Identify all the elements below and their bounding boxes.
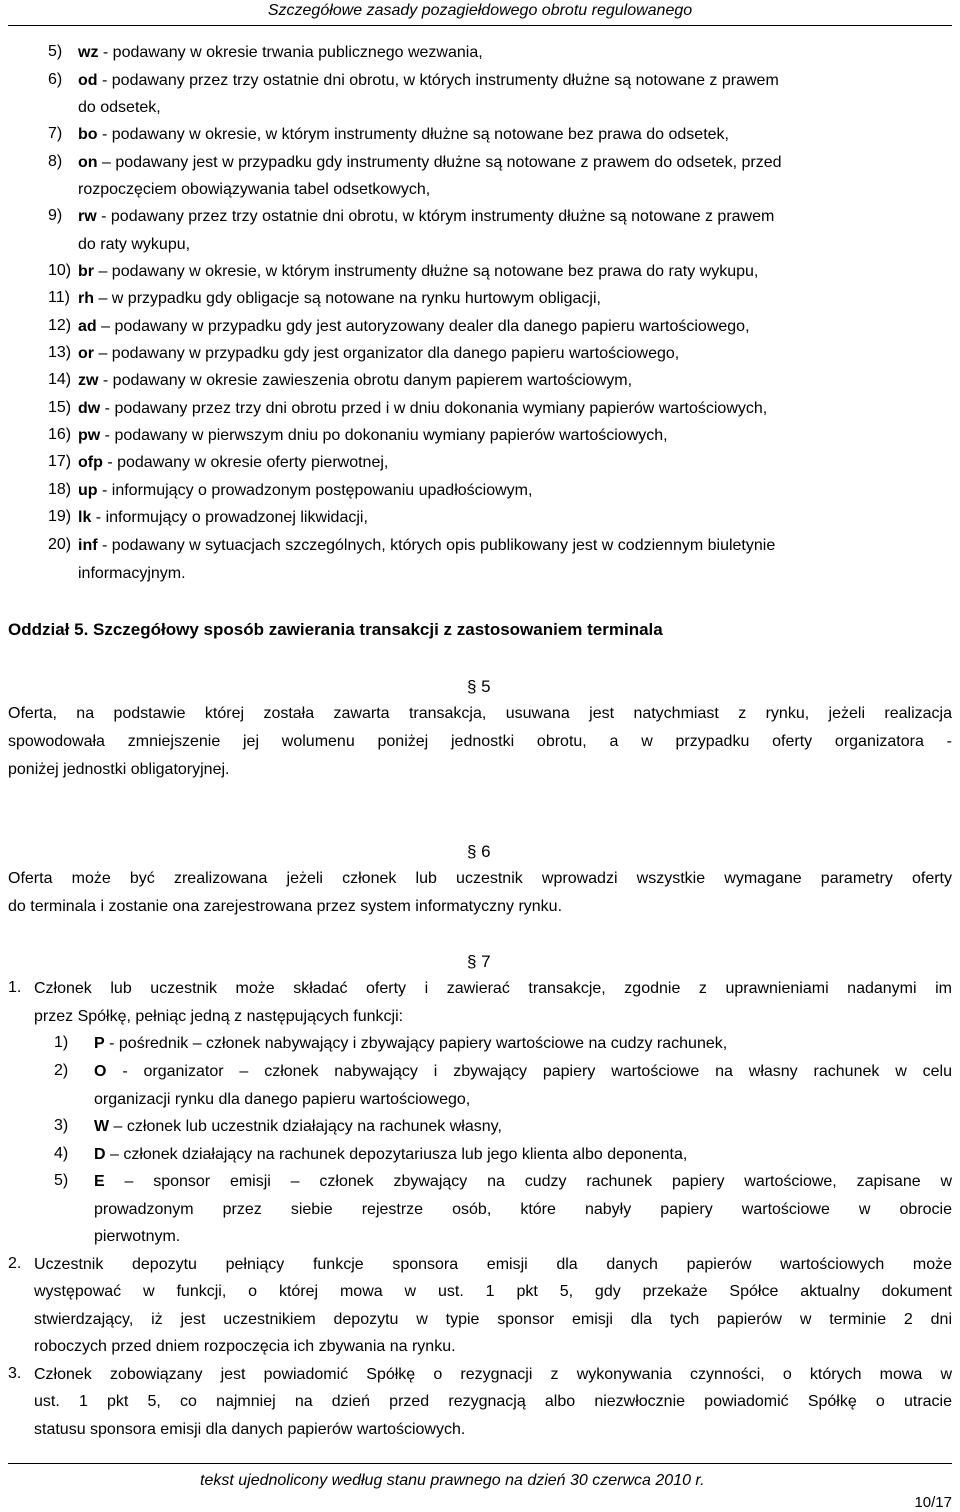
description: – podawany w okresie, w którym instrumenty dłużne są notowane bez prawa do raty wykupu,: [94, 263, 759, 280]
list-item-number: 11): [48, 289, 70, 306]
list-item: [78, 453, 388, 473]
list-item: [78, 317, 750, 337]
list-item: [78, 207, 774, 227]
subitem: [94, 1062, 952, 1082]
function-code: D: [94, 1146, 106, 1163]
list-item-number: 10): [48, 262, 72, 279]
list-item: [78, 536, 775, 556]
list-item-continuation: rozpoczęciem obowiązywania tabel odsetkowych,: [78, 181, 431, 198]
description: – podawany w przypadku gdy jest autoryzowany dealer dla danego papieru wartościowego,: [96, 318, 750, 335]
section-heading: Oddział 5. Szczegółowy sposób zawierania transakcji z zastosowaniem terminala: [8, 620, 663, 639]
function-code: E: [94, 1173, 105, 1190]
subitem-continuation: organizacji rynku dla danego papieru wartościowego,: [94, 1091, 471, 1108]
subitem-number: 3): [54, 1117, 69, 1134]
subitem: [94, 1117, 502, 1137]
paragraph-line: spowodowała zmniejszenie jej wolumenu poniżej jednostki obrotu, a w przypadku oferty organizatora -: [8, 733, 952, 750]
description: – podawany w przypadku gdy jest organizator dla danego papieru wartościowego,: [94, 345, 680, 362]
description: - informujący o prowadzonej likwidacji,: [91, 509, 368, 526]
list-item-number: 19): [48, 508, 72, 525]
function-code: O: [94, 1063, 107, 1080]
list-item-number: 14): [48, 371, 72, 388]
paragraph-line: Członek zobowiązany jest powiadomić Spółkę o rezygnacji z wykonywania czynności, o których mowa w: [34, 1366, 952, 1383]
paragraph-line: Oferta może być zrealizowana jeżeli członek lub uczestnik wprowadzi wszystkie wymagane parametry oferty: [8, 870, 952, 887]
list-item-number: 8): [48, 153, 63, 170]
list-item: [78, 125, 729, 145]
description: - podawany w sytuacjach szczególnych, których opis publikowany jest w codziennym biuletynie: [97, 537, 776, 554]
list-item-number: 20): [48, 536, 72, 553]
function-code: W: [94, 1118, 110, 1135]
item-number: 1.: [8, 979, 22, 996]
running-header: Szczegółowe zasady pozagiełdowego obrotu regulowanego: [267, 2, 693, 19]
list-item-number: 5): [48, 43, 63, 60]
code: inf: [78, 537, 98, 554]
running-footer: tekst ujednolicony według stanu prawnego na dzień 30 czerwca 2010 r.: [200, 1472, 705, 1489]
list-item: [78, 344, 679, 364]
list-item-continuation: do raty wykupu,: [78, 236, 191, 253]
paragraph-line: stwierdzający, iż jest uczestnikiem depozytu w typie sponsor emisji dla tych papierów w terminie 2 dni: [34, 1311, 952, 1328]
subitem-text: – sponsor emisji – członek zbywający na cudzy rachunek papiery wartościowe, zapisane w: [104, 1173, 952, 1190]
paragraph-line: poniżej jednostki obligatoryjnej.: [8, 761, 230, 778]
list-item-number: 16): [48, 426, 72, 443]
subitem: [94, 1172, 952, 1192]
paragraph-line: przez Spółkę, pełniąc jedną z następujących funkcji:: [34, 1008, 404, 1025]
code: rw: [78, 208, 97, 225]
description: – w przypadku gdy obligacje są notowane na rynku hurtowym obligacji,: [94, 290, 601, 307]
description: – podawany jest w przypadku gdy instrumenty dłużne są notowane z prawem do odsetek, przed: [97, 154, 782, 171]
list-item: [78, 426, 668, 446]
subitem-number: 5): [54, 1172, 69, 1189]
code: up: [78, 482, 98, 499]
paragraph-line: Oferta, na podstawie której została zawarta transakcja, usuwana jest natychmiast z rynku, jeżeli realizacja: [8, 705, 952, 722]
paragraph-symbol: § 7: [467, 952, 491, 971]
list-item-continuation: informacyjnym.: [78, 565, 186, 582]
description: - podawany w okresie zawieszenia obrotu danym papierem wartościowym,: [98, 372, 633, 389]
description: - podawany przez trzy dni obrotu przed i w dniu dokonania wymiany papierów wartościowych,: [100, 400, 768, 417]
paragraph-line: ust. 1 pkt 5, co najmniej na dzień przed rezygnacją albo niezwłocznie powiadomić Spółkę o utracie: [34, 1393, 952, 1410]
code: lk: [78, 509, 92, 526]
list-item: [78, 71, 779, 91]
list-item: [78, 153, 781, 173]
header-divider: [8, 25, 952, 26]
description: - podawany przez trzy ostatnie dni obrotu, w których instrumenty dłużne są notowane z prawem: [97, 72, 779, 89]
subitem-continuation: prowadzonym przez siebie rejestrze osób, które nabyły papiery wartościowe w obrocie: [94, 1201, 952, 1218]
list-item-number: 18): [48, 481, 72, 498]
code: od: [78, 72, 98, 89]
paragraph-line: statusu sponsora emisji dla danych papierów wartościowych.: [34, 1421, 466, 1438]
description: - podawany przez trzy ostatnie dni obrotu, w którym instrumenty dłużne są notowane z prawem: [96, 208, 775, 225]
code: pw: [78, 427, 101, 444]
description: - podawany w okresie trwania publicznego wezwania,: [98, 44, 483, 61]
code: on: [78, 154, 98, 171]
subitem-text: – członek działający na rachunek depozytariusza lub jego klienta albo deponenta,: [105, 1146, 688, 1163]
code: dw: [78, 400, 101, 417]
code: wz: [78, 44, 99, 61]
paragraph-line: występować w funkcji, o której mowa w ust. 1 pkt 5, gdy przekaże Spółce aktualny dokument: [34, 1283, 952, 1300]
list-item: [78, 399, 767, 419]
code: rh: [78, 290, 94, 307]
subitem: [94, 1034, 727, 1054]
code: or: [78, 345, 94, 362]
subitem-number: 1): [54, 1034, 69, 1051]
list-item: [78, 508, 368, 528]
code: zw: [78, 372, 99, 389]
code: ad: [78, 318, 97, 335]
paragraph-line: roboczych przed dniem rozpoczęcia ich zbywania na rynku.: [34, 1338, 456, 1355]
description: - informujący o prowadzonym postępowaniu upadłościowym,: [97, 482, 533, 499]
description: - podawany w okresie oferty pierwotnej,: [102, 454, 389, 471]
subitem-text: - pośrednik – członek nabywający i zbywający papiery wartościowe na cudzy rachunek,: [104, 1035, 728, 1052]
list-item-number: 13): [48, 344, 72, 361]
code: ofp: [78, 454, 103, 471]
list-item-number: 15): [48, 399, 72, 416]
list-item-continuation: do odsetek,: [78, 99, 161, 116]
item-number: 3.: [8, 1365, 22, 1382]
paragraph-line: Uczestnik depozytu pełniący funkcje sponsora emisji dla danych papierów wartościowych może: [34, 1256, 952, 1273]
paragraph-symbol: § 5: [467, 677, 491, 696]
subitem: [94, 1145, 687, 1165]
subitem-number: 2): [54, 1062, 69, 1079]
list-item: [78, 262, 758, 282]
list-item: [78, 43, 483, 63]
subitem-number: 4): [54, 1145, 69, 1162]
list-item-number: 17): [48, 453, 72, 470]
function-code: P: [94, 1035, 105, 1052]
paragraph-symbol: § 6: [467, 842, 491, 861]
list-item: [78, 371, 632, 391]
page-number: 10/17: [914, 1494, 952, 1511]
footer-divider: [8, 1463, 952, 1464]
list-item-number: 9): [48, 207, 63, 224]
subitem-continuation: pierwotnym.: [94, 1228, 181, 1245]
list-item-number: 7): [48, 125, 63, 142]
item-number: 2.: [8, 1255, 22, 1272]
list-item-number: 12): [48, 317, 72, 334]
paragraph-line: do terminala i zostanie ona zarejestrowana przez system informatyczny rynku.: [8, 898, 563, 915]
subitem-text: - organizator – członek nabywający i zbywający papiery wartościowe na własny rachunek w celu: [106, 1063, 952, 1080]
list-item: [78, 481, 532, 501]
subitem-text: – członek lub uczestnik działający na rachunek własny,: [109, 1118, 502, 1135]
description: - podawany w okresie, w którym instrumenty dłużne są notowane bez prawa do odsetek,: [97, 126, 729, 143]
code: br: [78, 263, 94, 280]
code: bo: [78, 126, 98, 143]
description: - podawany w pierwszym dniu po dokonaniu wymiany papierów wartościowych,: [100, 427, 668, 444]
list-item-number: 6): [48, 71, 63, 88]
list-item: [78, 289, 601, 309]
paragraph-line: Członek lub uczestnik może składać oferty i zawierać transakcje, zgodnie z uprawnieniami nadanymi im: [34, 980, 952, 997]
